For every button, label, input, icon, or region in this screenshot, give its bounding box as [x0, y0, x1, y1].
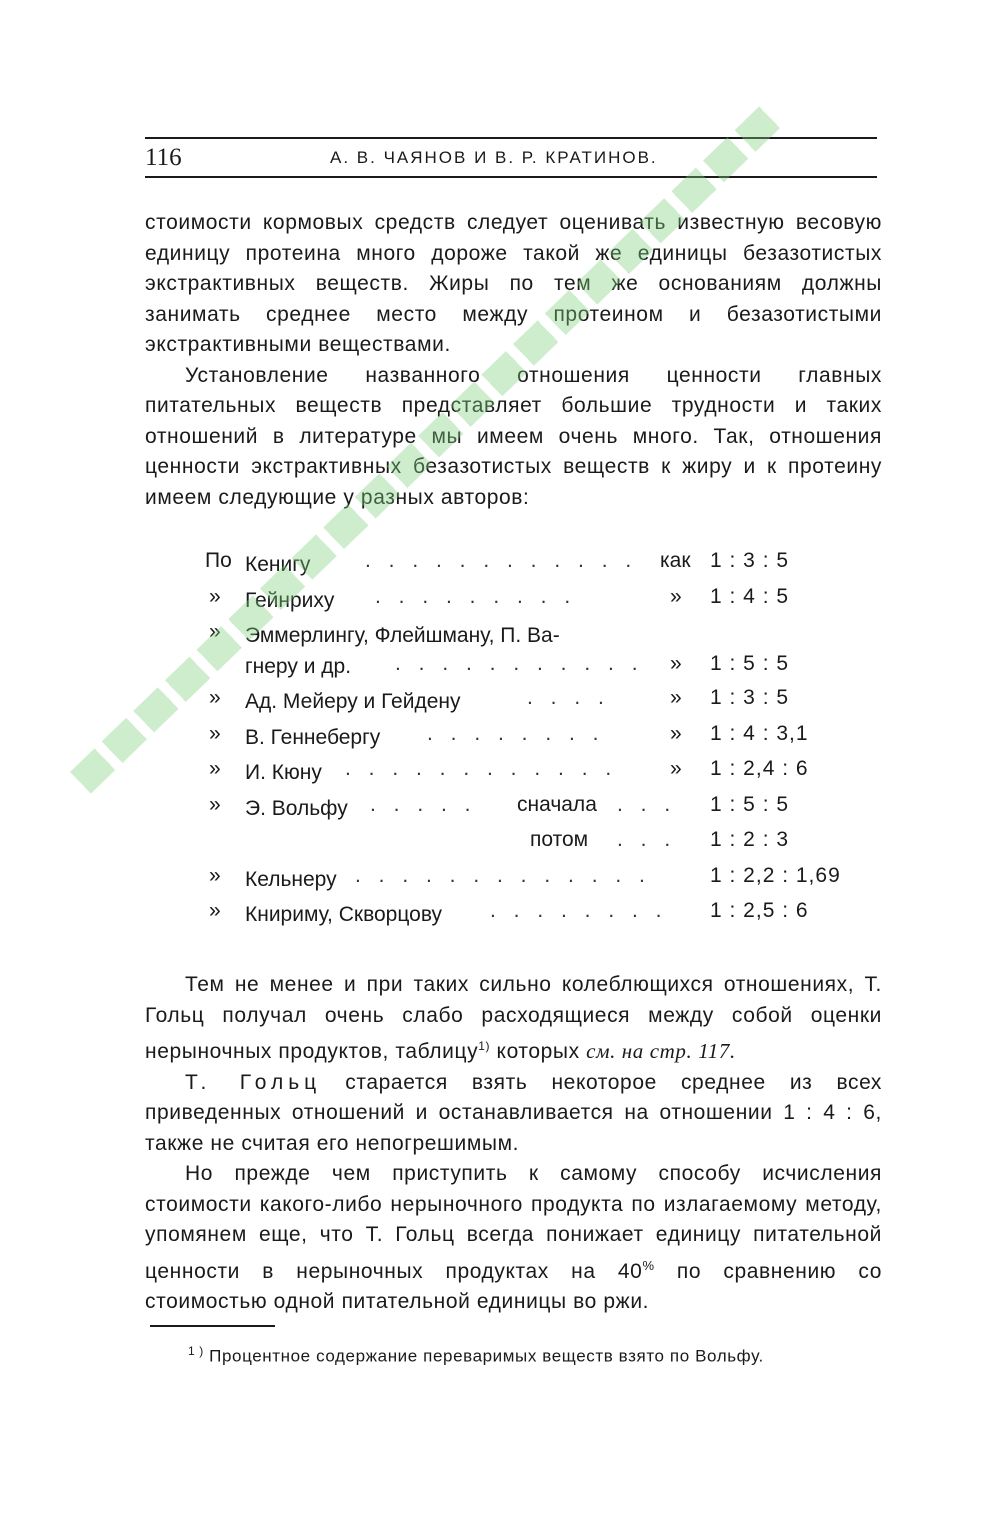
- ratio-author: Кенигу: [245, 553, 311, 576]
- ratio-value: 1 : 2 : 3: [710, 828, 790, 851]
- leader-dots: . . . .: [527, 686, 610, 709]
- leader-dots: . . . . . . . . . . . . .: [355, 863, 651, 887]
- ratio-row: [205, 895, 855, 931]
- footnote-marker: 1 ): [188, 1344, 204, 1358]
- ratio-table: [205, 545, 855, 931]
- paragraph-4: [145, 1068, 882, 1160]
- ratio-author: И. Кюну: [245, 761, 322, 784]
- ratio-row: [205, 616, 855, 682]
- ratio-mark: »: [209, 721, 221, 745]
- leader-dots: . . .: [617, 828, 677, 851]
- leader-dots: . . . . . . . . . . .: [395, 652, 644, 675]
- page-number: 116: [145, 144, 182, 171]
- ratio-author: В. Геннебергу: [245, 725, 381, 749]
- ratio-rel: »: [670, 757, 682, 780]
- ratio-mark: »: [209, 863, 221, 887]
- ratio-value: 1 : 3 : 5: [710, 549, 790, 572]
- ratio-value: 1 : 3 : 5: [710, 686, 790, 709]
- ratio-value: 1 : 4 : 5: [710, 584, 790, 608]
- ratio-author: Эммерлингу, Флейшману, П. Ва- гнеру и др.: [245, 624, 560, 678]
- ratio-author: Книриму, Скворцову: [245, 903, 443, 926]
- ratio-value: 1 : 4 : 3,1: [710, 721, 809, 745]
- leader-dots: . . . . . . . . .: [375, 584, 577, 608]
- ratio-rel: »: [670, 686, 682, 709]
- ratio-mark: »: [209, 620, 221, 643]
- ratio-row: [205, 824, 855, 860]
- ratio-author: Кельнеру: [245, 867, 337, 891]
- ratio-row: [205, 789, 855, 825]
- ratio-mark: »: [209, 792, 221, 816]
- running-title: А. В. ЧАЯНОВ И В. Р. КРАТИНОВ.: [330, 148, 658, 167]
- body-bottom: [145, 970, 882, 1318]
- ratio-rel: »: [670, 584, 682, 608]
- paragraph-3: [145, 970, 882, 1068]
- ratio-row: [205, 682, 855, 718]
- ratio-row: [205, 753, 855, 789]
- ratio-mark: »: [209, 899, 221, 922]
- page-reference: см. на стр. 117.: [586, 1039, 736, 1063]
- percent-sign: %: [642, 1257, 655, 1273]
- paragraph-1: стоимости кормовых средств следует оценивать известную весовую единицу протеина много дороже такой же единицы безазотистых экстрактивных веществ. Жиры по тем же основаниям должны занимать среднее место между протеином и безазотистыми экстрактивными веществами.: [145, 211, 882, 356]
- ratio-author: Э. Вольфу: [245, 796, 348, 820]
- header-bottom-rule: [145, 176, 877, 178]
- paragraph-5-tail: по сравнению со стоимостью одной питательной единицы во ржи.: [145, 1259, 882, 1313]
- ratio-value: 1 : 5 : 5: [710, 652, 790, 675]
- leader-dots: . . . . . . . . . . . .: [345, 757, 618, 780]
- ratio-rel: потом: [530, 828, 589, 851]
- spaced-name: Т. Гольц: [185, 1070, 322, 1094]
- ratio-mark: »: [209, 584, 221, 608]
- ratio-value: 1 : 2,5 : 6: [710, 899, 809, 922]
- footnote-ref: 1): [478, 1039, 491, 1053]
- ratio-value: 1 : 2,2 : 1,69: [710, 863, 841, 887]
- footnote-rule: [150, 1325, 275, 1327]
- ratio-row: [205, 718, 855, 754]
- ratio-value: 1 : 2,4 : 6: [710, 757, 809, 780]
- ratio-mark: »: [209, 757, 221, 780]
- ratio-rel: »: [670, 652, 682, 675]
- ratio-mark: »: [209, 686, 221, 709]
- leader-dots: . . . . .: [370, 792, 477, 816]
- page-header: [145, 144, 875, 174]
- paragraph-4-rest: старается взять некоторое среднее из всех приведенных отношений и останавливается на отношении 1 : 4 : 6, также не считая его непогрешимым.: [145, 1070, 882, 1155]
- ratio-rel: »: [670, 721, 682, 745]
- ratio-author: Ад. Мейеру и Гейдену: [245, 690, 461, 713]
- leader-dots: . . . . . . . .: [427, 721, 605, 745]
- ratio-value: 1 : 5 : 5: [710, 792, 790, 816]
- paragraph-5-main: Но прежде чем приступить к самому способу исчисления стоимости какого-либо нерыночного продукта по излагаемому методу, упомянем еще, что Т. Гольц всегда понижает единицу питательной ценности в нерыночных продуктах на 40: [145, 1162, 882, 1283]
- ratio-author: Гейнриху: [245, 588, 335, 612]
- paragraph-3-main: Тем не менее и при таких сильно колеблющихся отношениях, Т. Гольц получал очень слабо расходящиеся между собой оценки нерыночных продуктов, таблицу: [145, 973, 882, 1063]
- footnote: [188, 1344, 764, 1367]
- leader-dots: . . . . . . . .: [490, 899, 668, 922]
- paragraph-2: Установление названного отношения ценности главных питательных веществ представляет большие трудности и таких отношений в литературе мы имеем очень много. Так, отношения ценности экстрактивных безазотистых веществ к жиру и к протеину имеем следующие у разных авторов:: [145, 363, 882, 509]
- ratio-rel: сначала: [517, 792, 597, 816]
- ratio-row: [205, 860, 855, 896]
- paragraph-3-tail: которых: [490, 1040, 587, 1063]
- leader-dots: . . . . . . . . . . . .: [365, 549, 638, 572]
- ratio-rel: как: [660, 549, 691, 572]
- footnote-text: Процентное содержание переваримых веществ взято по Вольфу.: [209, 1346, 764, 1366]
- leader-dots: . . .: [617, 792, 677, 816]
- paragraph-5: [145, 1159, 882, 1318]
- ratio-mark: По: [205, 549, 232, 572]
